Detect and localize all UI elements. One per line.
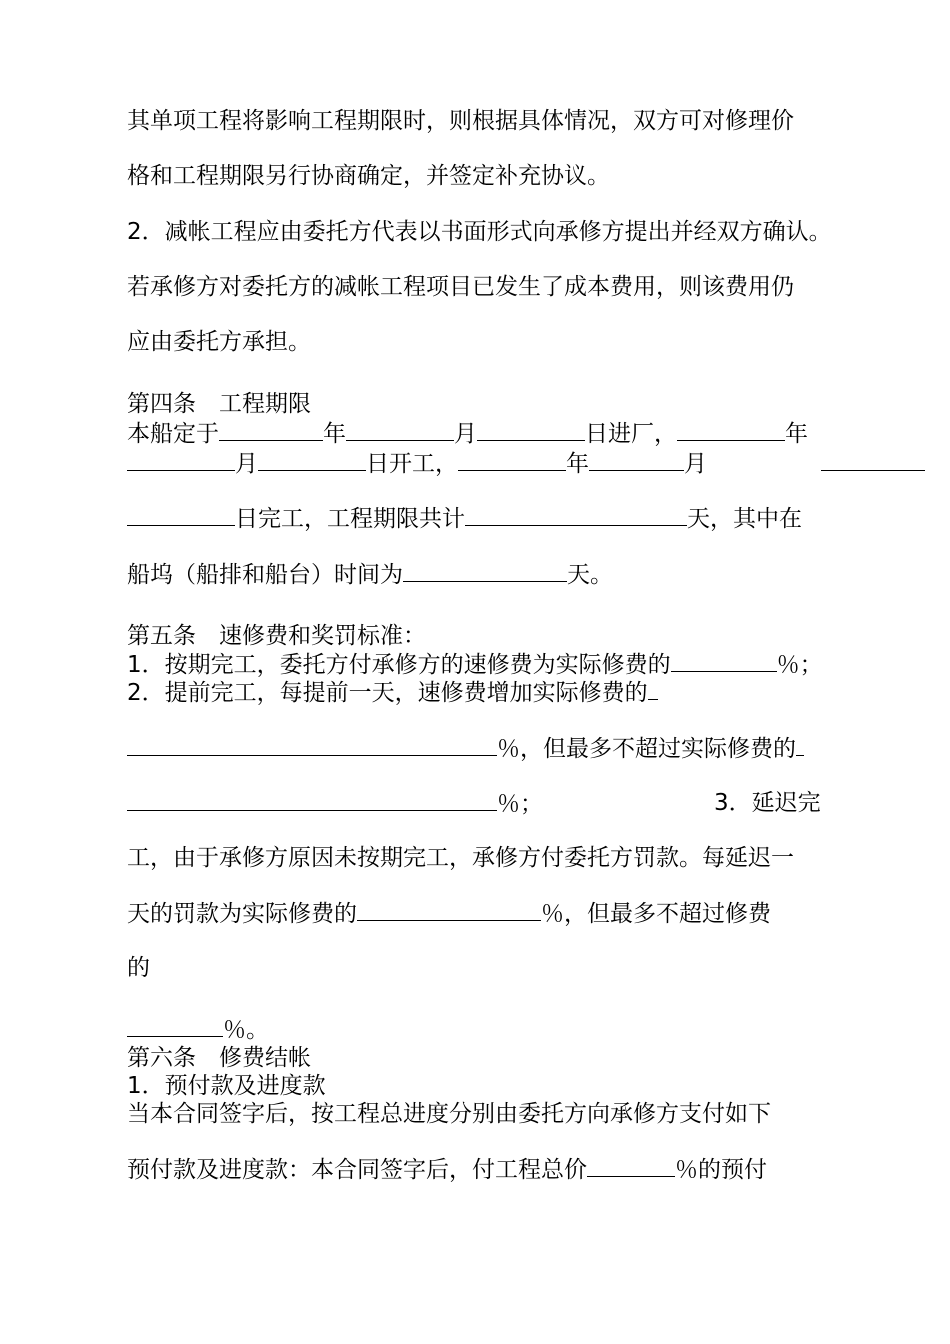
text-line: 格和工程期限另行协商确定，并签定补充协议。 <box>127 163 610 189</box>
text-fragment: 日进厂， <box>585 421 677 447</box>
text-line <box>127 1014 269 1045</box>
text-line <box>127 788 543 819</box>
blank-field <box>127 733 497 756</box>
text-line <box>127 898 771 929</box>
text-fragment: 年 <box>785 421 808 447</box>
text-fragment: 船坞（船排和船台）时间为 <box>127 562 403 588</box>
article-4-heading: 第四条 工程期限 <box>127 391 311 417</box>
text-fragment: 月 <box>235 451 258 477</box>
blank-field <box>477 418 585 441</box>
blank-field <box>458 448 566 471</box>
blank-field <box>465 503 687 526</box>
text-line <box>127 503 802 534</box>
blank-field <box>671 649 777 672</box>
blank-field <box>821 470 925 471</box>
blank-field <box>648 677 658 700</box>
blank-field <box>677 418 785 441</box>
text-fragment: ％，但最多不超过修费 <box>541 901 771 927</box>
text-line <box>127 733 804 764</box>
text-fragment: ％。 <box>223 1017 269 1043</box>
blank-field <box>346 418 454 441</box>
text-line <box>127 559 613 590</box>
text-line: 其单项工程将影响工程期限时，则根据具体情况，双方可对修理价 <box>127 108 794 134</box>
blank-field <box>587 1154 675 1177</box>
text-fragment: 3．延迟完 <box>714 790 821 816</box>
text-fragment: 日开工， <box>366 451 458 477</box>
text-fragment: ％； <box>497 791 543 817</box>
text-fragment: 预付款及进度款：本合同签字后，付工程总价 <box>127 1157 587 1183</box>
article-5-heading: 第五条 速修费和奖罚标准： <box>127 623 426 649</box>
blank-field <box>127 503 235 526</box>
text-fragment: 天的罚款为实际修费的 <box>127 901 357 927</box>
blank-field <box>127 788 497 811</box>
text-line <box>127 448 707 479</box>
text-fragment: ％的预付 <box>675 1157 767 1183</box>
text-line: 的 <box>127 955 150 981</box>
blank-field <box>219 418 323 441</box>
text-line <box>127 1154 767 1185</box>
text-fragment: 天。 <box>567 562 613 588</box>
text-fragment: 月 <box>454 421 477 447</box>
blank-field <box>589 448 684 471</box>
text-fragment: 日完工，工程期限共计 <box>235 506 465 532</box>
blank-field <box>127 1014 223 1037</box>
text-fragment: 月 <box>684 451 707 477</box>
article-6-heading: 第六条 修费结帐 <box>127 1045 311 1071</box>
text-line: 工，由于承修方原因未按期完工，承修方付委托方罚款。每延迟一 <box>127 845 794 871</box>
text-line: 应由委托方承担。 <box>127 329 311 355</box>
text-line: 若承修方对委托方的减帐工程项目已发生了成本费用，则该费用仍 <box>127 274 794 300</box>
text-fragment: 年 <box>566 451 589 477</box>
text-fragment: 1．按期完工，委托方付承修方的速修费为实际修费的 <box>127 652 671 678</box>
text-fragment: 2．提前完工，每提前一天，速修费增加实际修费的 <box>127 680 648 706</box>
text-fragment: ％； <box>776 652 823 678</box>
blank-field <box>127 448 235 471</box>
blank-field <box>403 559 567 582</box>
text-fragment: 本船定于 <box>127 421 219 447</box>
text-fragment: 年 <box>323 421 346 447</box>
text-line: 1．预付款及进度款 <box>127 1073 326 1099</box>
text-line: 2．减帐工程应由委托方代表以书面形式向承修方提出并经双方确认。 <box>127 219 832 245</box>
blank-field <box>357 898 541 921</box>
blank-field <box>258 448 366 471</box>
text-line <box>127 649 823 680</box>
blank-field <box>796 733 804 756</box>
text-line: 当本合同签字后，按工程总进度分别由委托方向承修方支付如下 <box>127 1101 771 1127</box>
text-line <box>127 677 658 708</box>
text-line <box>127 418 808 449</box>
text-fragment: 天，其中在 <box>687 506 802 532</box>
text-fragment: ％，但最多不超过实际修费的 <box>497 736 796 762</box>
